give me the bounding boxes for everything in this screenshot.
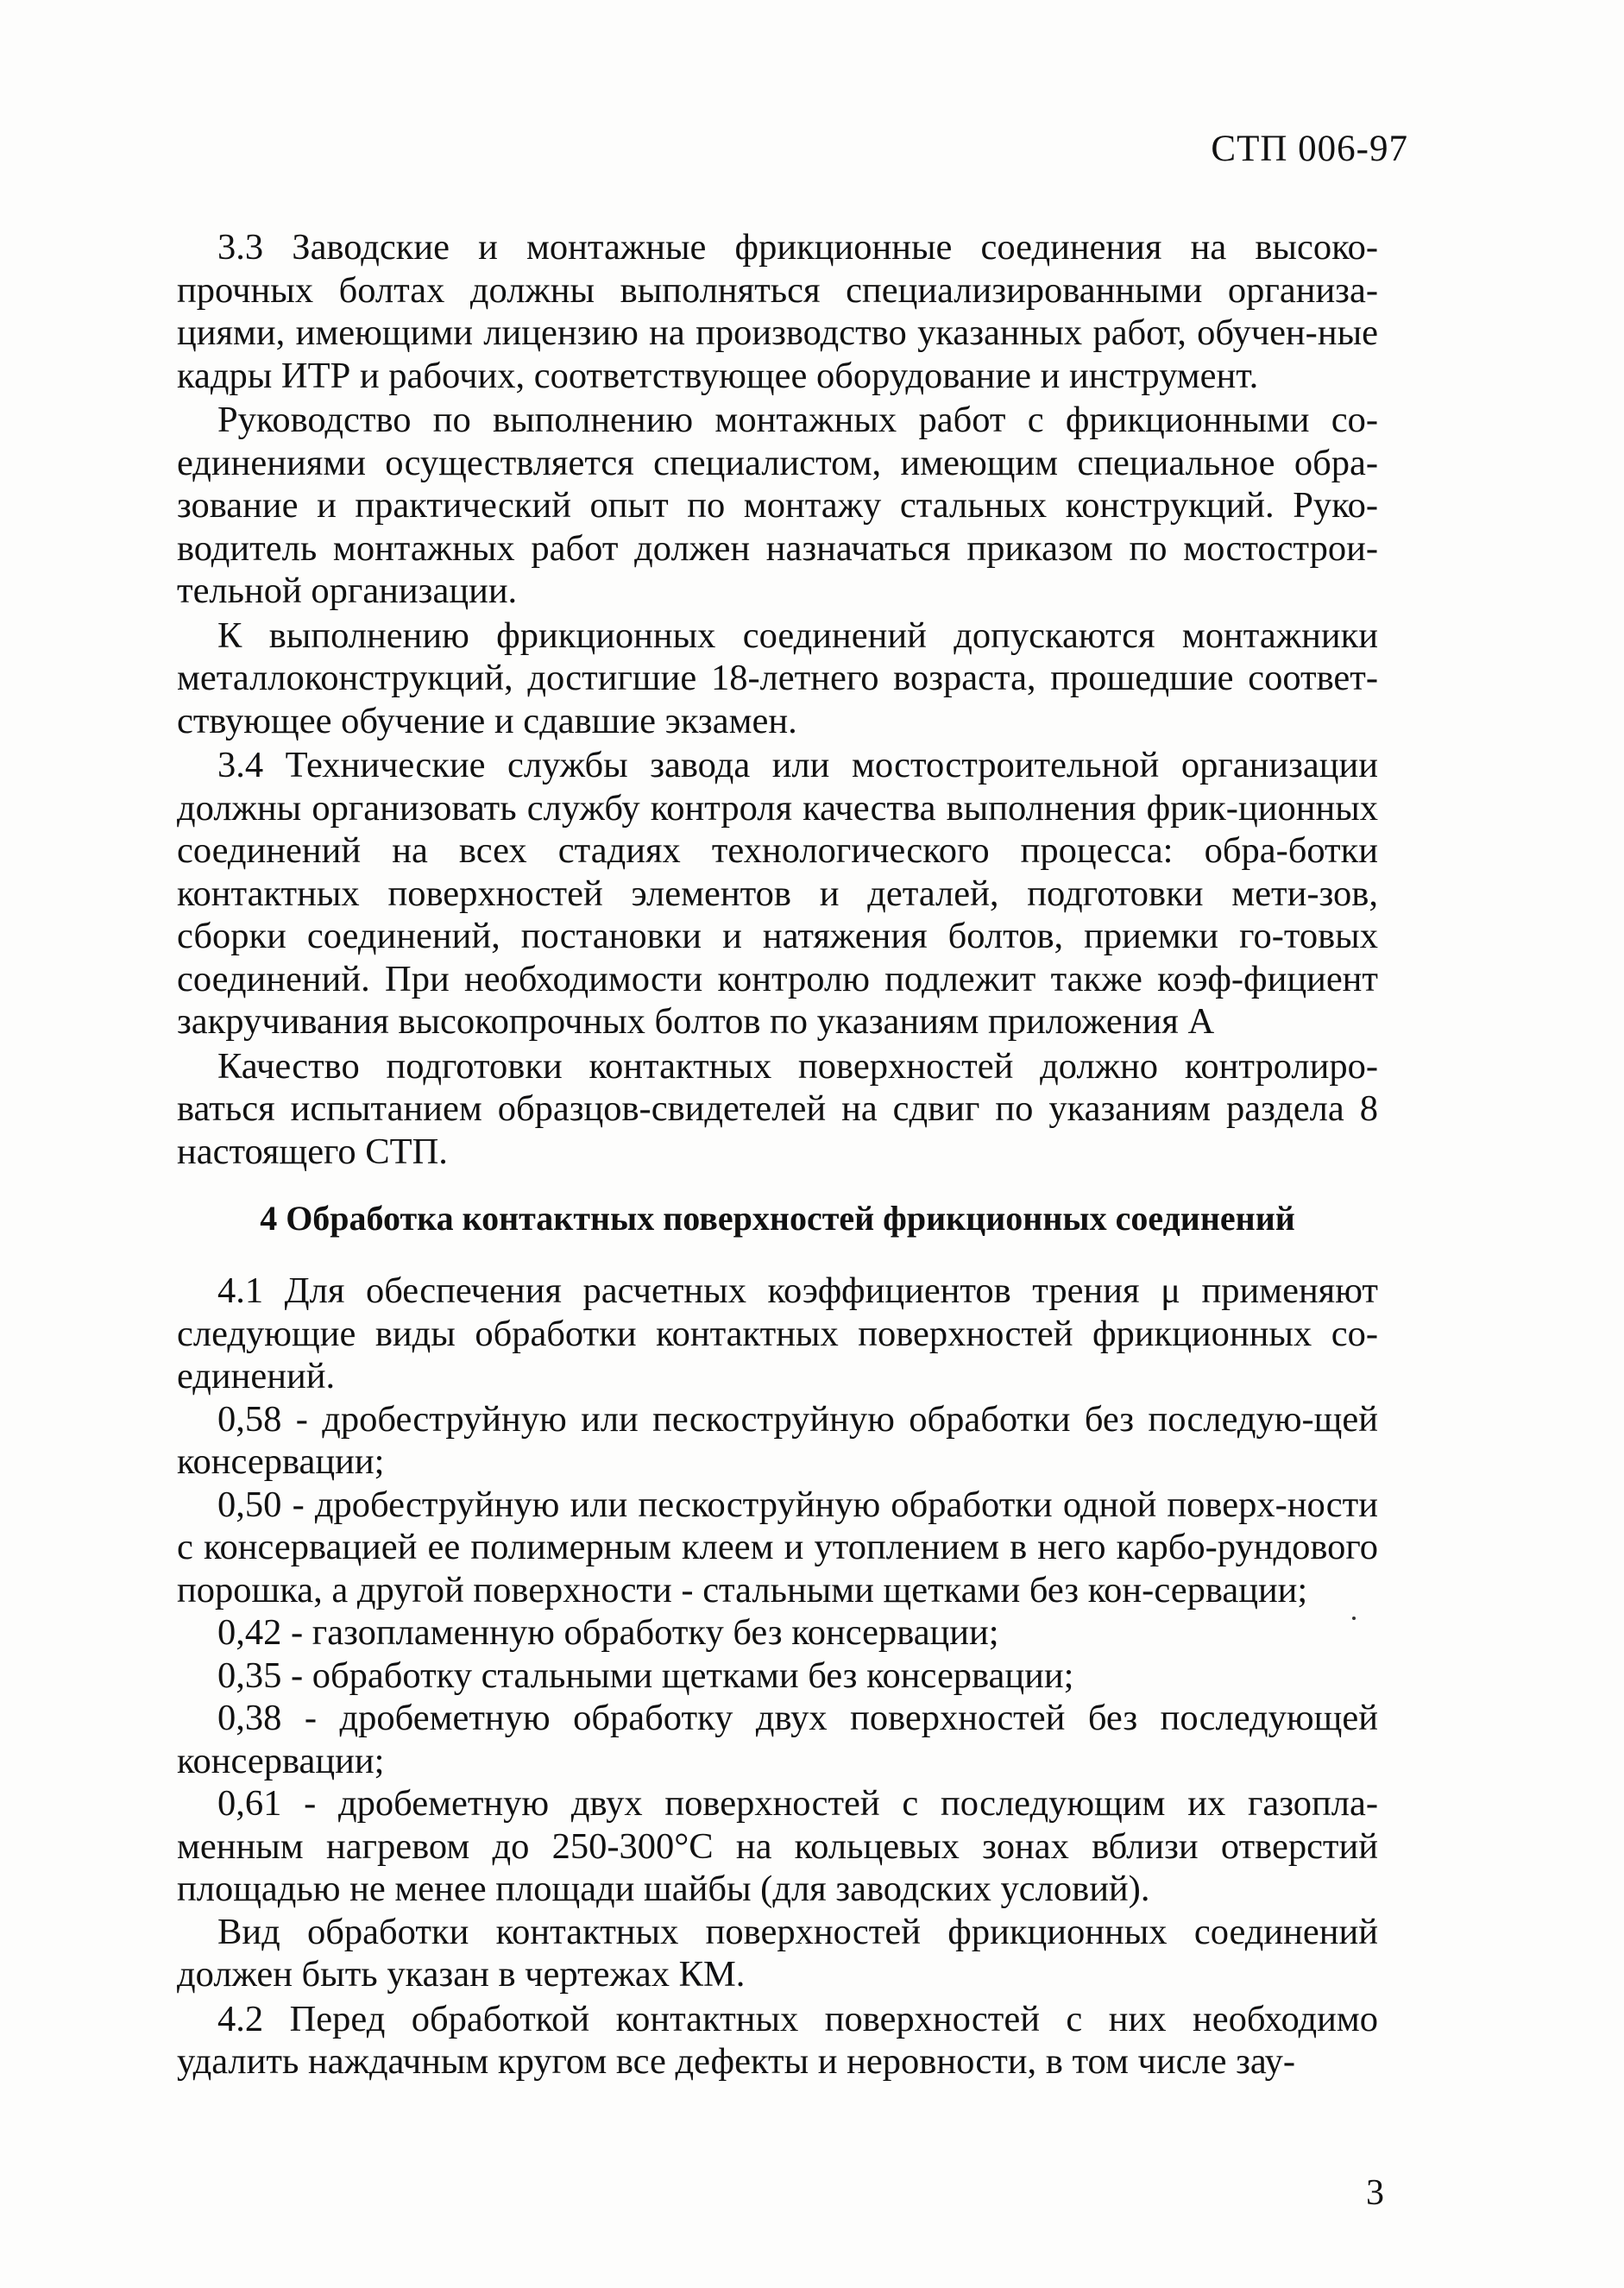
list-item-035: 0,35 - обработку стальными щетками без консервации; <box>217 1655 1074 1696</box>
paragraph-management: Руководство по выполнению монтажных работ с фрикционными со-единениями осуществляется специалистом, имеющим специальное обра-зование и практический опыт по монтажу стальных конструкций. Руко-водитель монтажных работ должен назначаться приказом по мостострои-тельной организации. <box>177 400 1378 611</box>
list-item-050: 0,50 - дробеструйную или пескоструйную обработки одной поверх-ности с консервацией ее полимерным клеем и утоплением в него карбо-рундового порошка, а другой поверхности - стальными щетками без кон-сервации; <box>177 1484 1378 1610</box>
scan-dot <box>1352 1617 1356 1620</box>
paragraph-km-drawings: Вид обработки контактных поверхностей фрикционных соединений должен быть указан в чертежах КМ. <box>177 1911 1378 1995</box>
section-heading: 4 Обработка контактных поверхностей фрикционных соединений <box>260 1199 1295 1238</box>
page-number: 3 <box>1366 2173 1384 2213</box>
list-item-061: 0,61 - дробеметную двух поверхностей с последующим их газопла-менным нагревом до 250-300°С на кольцевых зонах вблизи отверстий площадью не менее площади шайбы (для заводских условий). <box>177 1783 1378 1909</box>
paragraph-admission: К выполнению фрикционных соединений допускаются монтажники металлоконструкций, достигшие 18-летнего возраста, прошедшие соответ-ствующее обучение и сдавшие экзамен. <box>177 615 1378 741</box>
list-item-038: 0,38 - дробеметную обработку двух поверхностей без последующей консервации; <box>177 1698 1378 1781</box>
paragraph-3-4: 3.4 Технические службы завода или мостостроительной организации должны организовать службу контроля качества выполнения фрик-ционных соединений на всех стадиях технологического процесса: обра-ботки контактных поверхностей элементов и деталей, подготовки мети-зов, сборки соединений, постановки и натяжения болтов, приемки го-товых соединений. При необходимости контролю подлежит также коэф-фициент закручивания высокопрочных болтов по указаниям приложения А <box>177 745 1378 1042</box>
list-item-058: 0,58 - дробеструйную или пескоструйную обработки без последую-щей консервации; <box>177 1398 1378 1482</box>
paragraph-3-3: 3.3 Заводские и монтажные фрикционные соединения на высоко-прочных болтах должны выполняться специализированными организа-циями, имеющими лицензию на производство указанных работ, обучен-ные кадры ИТР и рабочих, соответствующее оборудование и инструмент. <box>177 227 1378 396</box>
list-item-042: 0,42 - газопламенную обработку без консервации; <box>217 1612 999 1653</box>
document-code: СТП 006-97 <box>1211 129 1408 169</box>
paragraph-4-1: 4.1 Для обеспечения расчетных коэффициентов трения μ применяют следующие виды обработки контактных поверхностей фрикционных со-единений. <box>177 1270 1378 1396</box>
paragraph-quality: Качество подготовки контактных поверхностей должно контролиро-ваться испытанием образцов-свидетелей на сдвиг по указаниям раздела 8 настоящего СТП. <box>177 1045 1378 1172</box>
document-body <box>177 226 1378 2085</box>
paragraph-4-2: 4.2 Перед обработкой контактных поверхностей с них необходимо удалить наждачным кругом все дефекты и неровности, в том числе зау- <box>177 1998 1378 2082</box>
